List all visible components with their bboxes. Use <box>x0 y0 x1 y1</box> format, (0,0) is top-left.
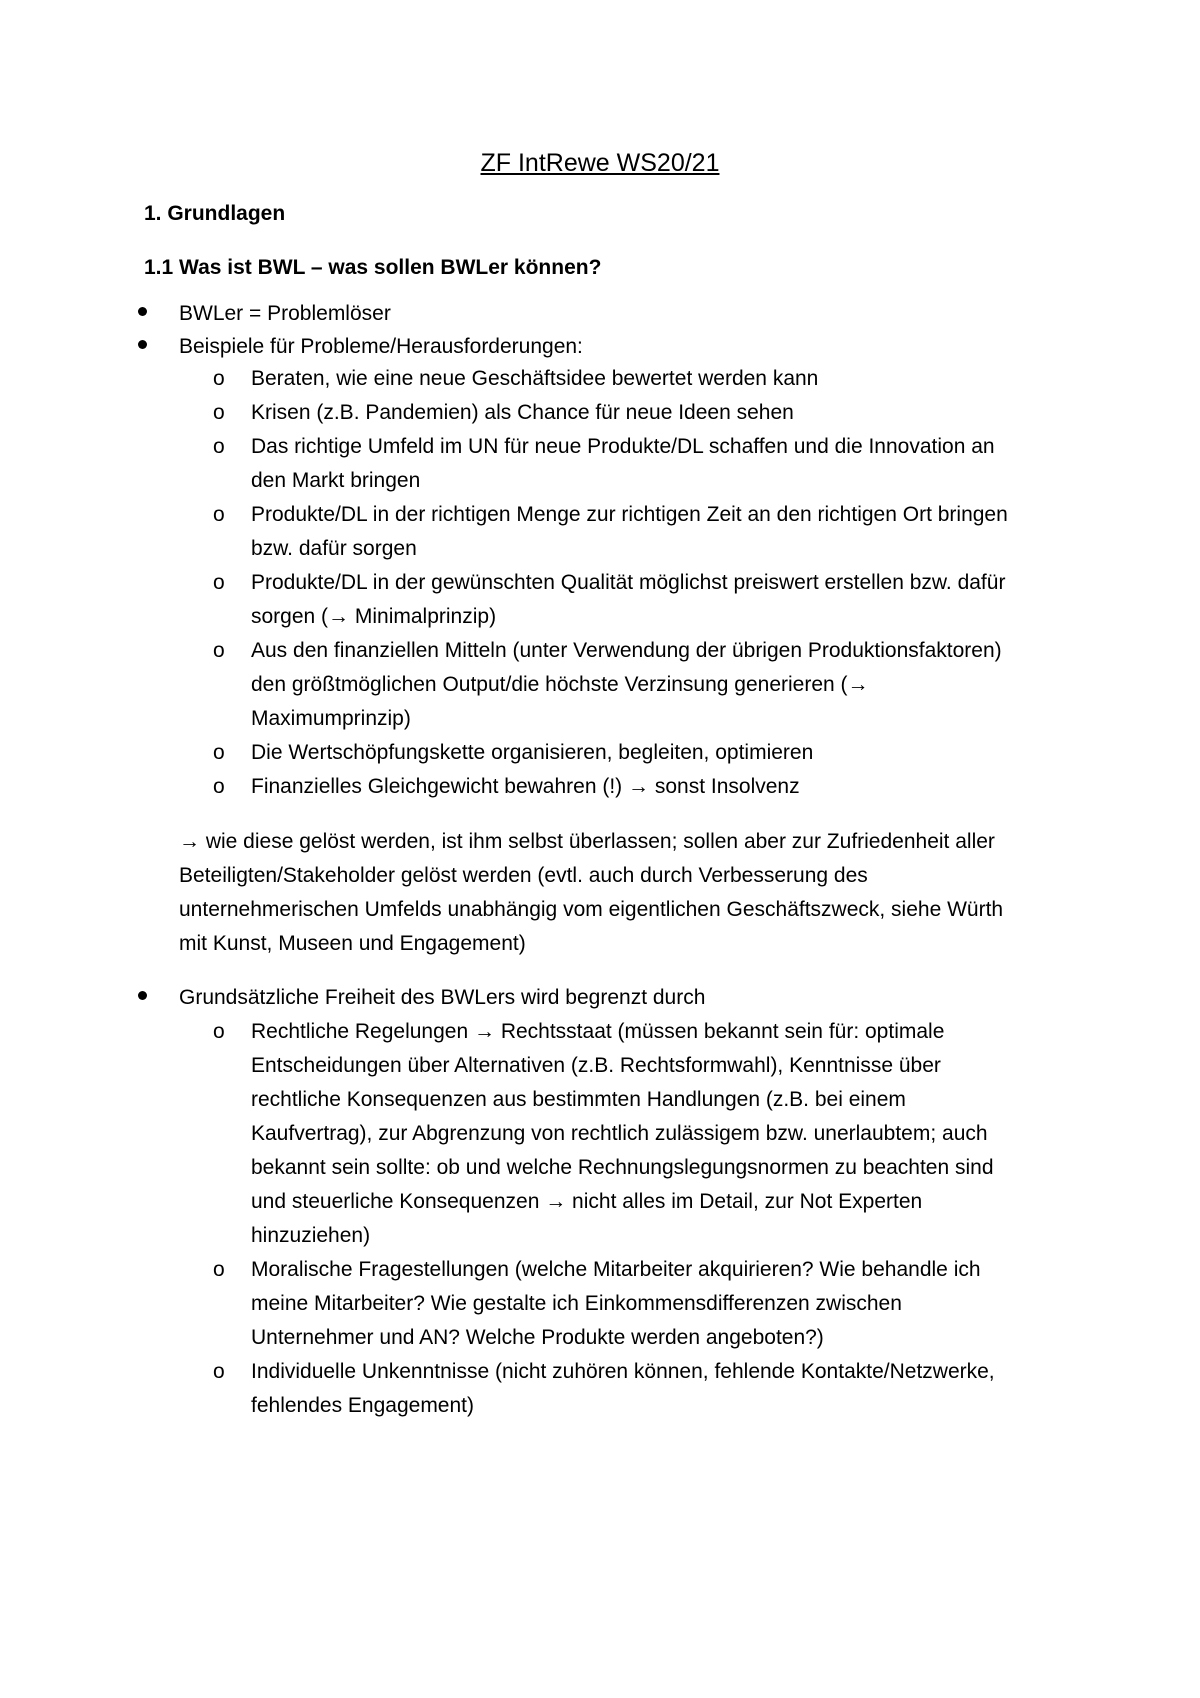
sub-item-rechtlich-line5: bekannt sein sollte: ob und welche Rechnungslegungsnormen zu beachten sind <box>251 1156 994 1179</box>
sub-item-beraten: Beraten, wie eine neue Geschäftsidee bewertet werden kann <box>251 367 819 390</box>
circle-bullet-icon: o <box>213 435 225 458</box>
sub-item-qualitaet-line2: sorgen (→ Minimalprinzip) <box>251 605 497 628</box>
bullet-freiheit: Grundsätzliche Freiheit des BWLers wird begrenzt durch <box>179 986 706 1009</box>
sub-item-moral-line2: meine Mitarbeiter? Wie gestalte ich Einkommensdifferenzen zwischen <box>251 1292 902 1315</box>
sub-item-mittel-line1: Aus den finanziellen Mitteln (unter Verwendung der übrigen Produktionsfaktoren) <box>251 639 1002 662</box>
sub-item-mittel-line2: den größtmöglichen Output/die höchste Verzinsung generieren (→ <box>251 673 869 696</box>
circle-bullet-icon: o <box>213 571 225 594</box>
circle-bullet-icon: o <box>213 741 225 764</box>
arrow-right-icon: → <box>545 1190 567 1213</box>
sub-item-unkenntnis-line1: Individuelle Unkenntnisse (nicht zuhören können, fehlende Kontakte/Netzwerke, <box>251 1360 995 1383</box>
arrow-right-icon: → <box>328 605 350 628</box>
sub-item-rechtlich-line2: Entscheidungen über Alternativen (z.B. Rechtsformwahl), Kenntnisse über <box>251 1054 941 1077</box>
arrow-right-icon: → <box>473 1020 495 1043</box>
sub-item-moral-line3: Unternehmer und AN? Welche Produkte werden angeboten?) <box>251 1326 824 1349</box>
circle-bullet-icon: o <box>213 1360 225 1383</box>
circle-bullet-icon: o <box>213 367 225 390</box>
arrow-right-icon: → <box>628 775 650 798</box>
sub-item-menge-line1: Produkte/DL in der richtigen Menge zur richtigen Zeit an den richtigen Ort bringen <box>251 503 1008 526</box>
arrow-right-icon: → <box>847 673 869 696</box>
bullet-problemloeser: BWLer = Problemlöser <box>179 302 391 325</box>
bullet-beispiele: Beispiele für Probleme/Herausforderungen: <box>179 335 583 358</box>
sub-item-rechtlich-line4: Kaufvertrag), zur Abgrenzung von rechtlich zulässigem bzw. unerlaubtem; auch <box>251 1122 988 1145</box>
sub-item-rechtlich-line3: rechtliche Konsequenzen aus bestimmten Handlungen (z.B. bei einem <box>251 1088 906 1111</box>
circle-bullet-icon: o <box>213 639 225 662</box>
sub-item-qualitaet-line1: Produkte/DL in der gewünschten Qualität möglichst preiswert erstellen bzw. dafür <box>251 571 1006 594</box>
circle-bullet-icon: o <box>213 775 225 798</box>
note-line4: mit Kunst, Museen und Engagement) <box>179 932 526 955</box>
sub-item-umfeld-line1: Das richtige Umfeld im UN für neue Produkte/DL schaffen und die Innovation an <box>251 435 995 458</box>
sub-item-rechtlich-line1: Rechtliche Regelungen → Rechtsstaat (müssen bekannt sein für: optimale <box>251 1020 945 1043</box>
sub-item-moral-line1: Moralische Fragestellungen (welche Mitarbeiter akquirieren? Wie behandle ich <box>251 1258 981 1281</box>
circle-bullet-icon: o <box>213 1020 225 1043</box>
sub-item-krisen: Krisen (z.B. Pandemien) als Chance für neue Ideen sehen <box>251 401 794 424</box>
note-line2: Beteiligten/Stakeholder gelöst werden (evtl. auch durch Verbesserung des <box>179 864 868 887</box>
circle-bullet-icon: o <box>213 503 225 526</box>
heading-was-ist-bwl: 1.1 Was ist BWL – was sollen BWLer können? <box>144 256 602 279</box>
sub-item-rechtlich-line7: hinzuziehen) <box>251 1224 371 1247</box>
bullet-dot-icon <box>138 307 147 316</box>
sub-item-mittel-line3: Maximumprinzip) <box>251 707 411 730</box>
sub-item-wertschoepfung: Die Wertschöpfungskette organisieren, begleiten, optimieren <box>251 741 814 764</box>
sub-item-umfeld-line2: den Markt bringen <box>251 469 421 492</box>
note-line3: unternehmerischen Umfelds unabhängig vom eigentlichen Geschäftszweck, siehe Würth <box>179 898 1004 921</box>
arrow-right-icon: → <box>179 830 200 853</box>
bullet-dot-icon <box>138 991 147 1000</box>
circle-bullet-icon: o <box>213 1258 225 1281</box>
document-title: ZF IntRewe WS20/21 <box>480 149 720 177</box>
circle-bullet-icon: o <box>213 401 225 424</box>
note-line1: → wie diese gelöst werden, ist ihm selbst überlassen; sollen aber zur Zufriedenheit aller <box>179 830 995 853</box>
sub-item-menge-line2: bzw. dafür sorgen <box>251 537 417 560</box>
bullet-dot-icon <box>138 340 147 349</box>
heading-grundlagen: 1. Grundlagen <box>144 202 286 225</box>
sub-item-gleichgewicht: Finanzielles Gleichgewicht bewahren (!) → sonst Insolvenz <box>251 775 800 798</box>
sub-item-unkenntnis-line2: fehlendes Engagement) <box>251 1394 474 1417</box>
sub-item-rechtlich-line6: und steuerliche Konsequenzen → nicht alles im Detail, zur Not Experten <box>251 1190 923 1213</box>
